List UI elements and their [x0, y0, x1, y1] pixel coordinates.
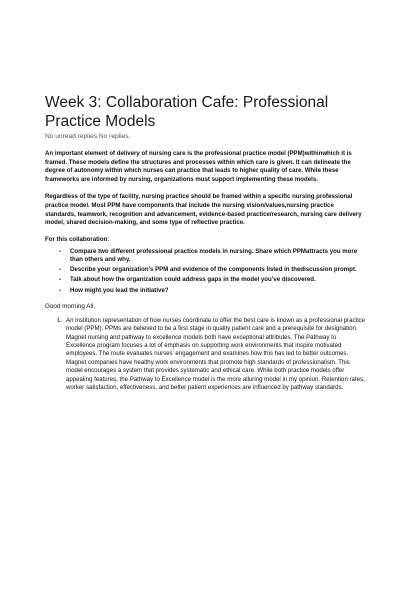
item-number: 1.	[57, 316, 63, 324]
prompt-text: Compare two different professional practice models in nursing. Share which PPMattracts you more than others and why.	[70, 247, 358, 263]
reply-greeting: Good morning All,	[45, 302, 96, 310]
list-item	[59, 287, 365, 295]
answer-text: An institution representation of how nurses coordinate to offer the best care is known as a professional practice model (PPM). PPMs are believed to be a first stage in quality patient care and a prerequisite for designation. Magnet nursing and pathway to excellence models both have exceptional attributes. The Pathway to Excellence program focuses a lot of emphasis on supporting work environments that inspire motivated employees. The route evaluates nurses’ engagement and examines how this has led to better outcomes. Magnet companies have healthy work environments that promote high standards of professionalism. This model encourages a system that provides systematic and ethical care. While both practice models offer appealing features, the Pathway to Excellence model is the more alluring model in my opinion. Retention rates, worker satisfaction, effectiveness, and better patient experiences are influenced by pathway standards.	[66, 316, 365, 392]
prompt-text: Describe your organization’s PPM and evidence of the components listed in thediscussion prompt.	[70, 266, 357, 274]
list-item	[59, 266, 365, 274]
prompt-text: Talk about how the organization could address gaps in the model you’ve discovered.	[70, 276, 316, 284]
bullet-icon: •	[59, 277, 61, 284]
list-item	[59, 276, 365, 284]
list-item	[59, 248, 365, 264]
page-title: Week 3: Collaboration Cafe: Professional Practice Models	[45, 94, 329, 130]
bullet-icon: •	[59, 248, 61, 255]
reply-status: No unread replies.No replies.	[45, 133, 131, 140]
prompt-text: How might you lead the initiative?	[70, 286, 169, 294]
intro-paragraph-2: Regardless of the type of facility, nursing practice should be framed within a specific nursing professional practice model. Most PPM have components that include the nursing vision/values,nursing practice standards, teamwork, recognition and advancement, evidence-based practice/research, nursing care delivery model, shared decision-making, and some type of reflective practice.	[45, 193, 362, 227]
collaboration-label: For this collaboration:	[45, 235, 110, 243]
bullet-icon: •	[59, 287, 61, 294]
list-item	[57, 317, 365, 393]
bullet-icon: •	[59, 267, 61, 274]
discussion-page	[45, 93, 365, 392]
answer-list	[45, 317, 365, 393]
prompt-list	[45, 248, 365, 295]
intro-paragraph-1: An important element of delivery of nursing care is the professional practice model (PPM)withinwhich it is framed. These models define the structures and processes within which care is given. It can delineate the degree of autonomy within which nurses can practice that leads to higher quality of care. While these frameworks are informed by nursing, organizations must support implementing these models.	[45, 150, 352, 183]
